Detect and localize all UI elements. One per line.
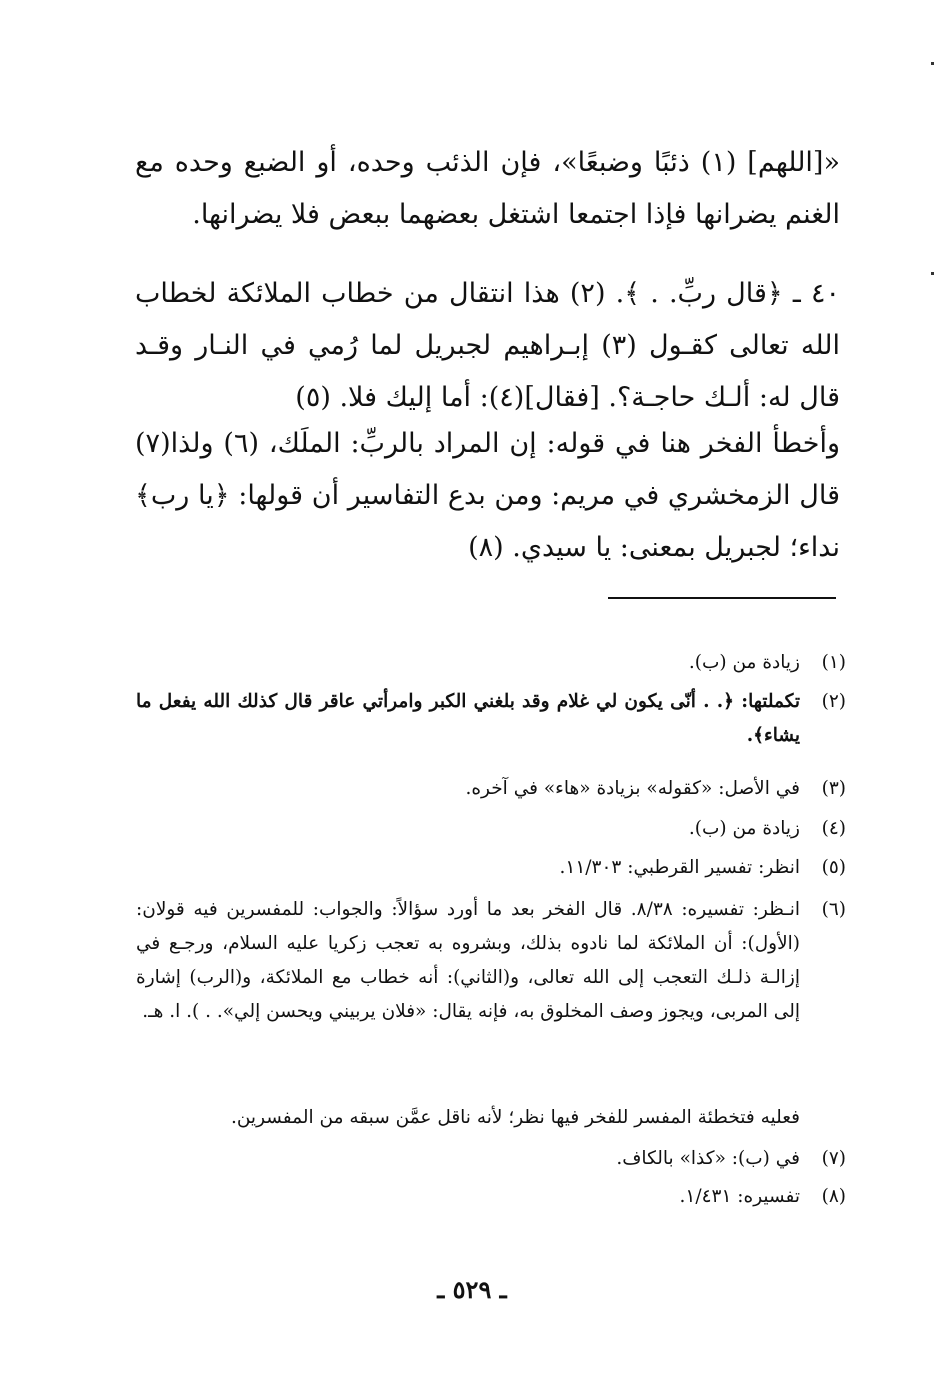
- footnote-1: [136, 646, 846, 680]
- footnote-number: (٨): [821, 1186, 846, 1207]
- paragraph-1: «[اللهم] (١) ذئبًا وضبعًا»، فإن الذئب وحده، أو الضبع وحده مع الغنم يضرانها فإذا اجتمعا اشتغل بعضهما ببعض فلا يضرانها.: [135, 147, 840, 230]
- footnote-8: [136, 1180, 846, 1214]
- footnote-text: انظر: تفسير القرطبي: ١١/٣٠٣.: [559, 857, 800, 878]
- footnote-text: في (ب): «كذا» بالكاف.: [616, 1148, 800, 1169]
- footnote-number: (٤): [821, 818, 846, 839]
- footnote-number: (٣): [821, 778, 846, 799]
- footnote-number: (٧): [821, 1148, 846, 1169]
- footnote-text: في الأصل: «كقوله» بزيادة «هاء» في آخره.: [465, 778, 800, 799]
- footnote-2: [136, 685, 846, 753]
- footnote-text: انـظر: تفسيره: ٨/٣٨. قال الفخر بعد ما أورد سؤالاً: والجواب: للمفسرين فيه قولان: (الأول): أن الملائكة لما نادوه بذلك، وبشروه به تعجب زكريا عليه السلام، ورجـع في إزالـة ذلـك التعجب إلى الله تعالى، و(الثاني): أنه خطاب مع الملائكة، و(الرب) إشارة إلى المربى، ويجوز وصف المخلوق به، فإنه يقال: «فلان يربيني ويحسن إلي». . ). ا. هـ.: [136, 899, 800, 1022]
- paragraph-2: ٤٠ ـ ﴿قال ربِّ. . ﴾. (٢) هذا انتقال من خطاب الملائكة لخطاب الله تعالى كقـول (٣) إبـراهيم لجبريل لما رُمي في النـار وقـد قال له: ألـك حاجـة؟. [فقال](٤): أما إليك فلا. (٥): [135, 278, 840, 413]
- paragraph-3: وأخطأ الفخر هنا في قوله: إن المراد بالربِّ: الملَك، (٦) ولذا(٧) قال الزمخشري في مريم: ومن بدع التفاسير أن قولها: ﴿يا رب﴾ نداء؛ لجبريل بمعنى: يا سيدي. (٨): [135, 428, 840, 563]
- footnote-text: تكملتها: ﴿. . أنّى يكون لي غلام وقد بلغني الكبر وامرأتي عاقر قال كذلك الله يفعل ما يشاء﴾.: [136, 691, 800, 746]
- footnote-3: [136, 772, 846, 806]
- footnote-text: زيادة من (ب).: [688, 818, 800, 839]
- footnote-5: [136, 851, 846, 885]
- footnote-text: تفسيره: ١/٤٣١.: [679, 1186, 800, 1207]
- page-number: ـ ٥٢٩ ـ: [437, 1275, 507, 1304]
- footnote-number: (٥): [821, 857, 846, 878]
- footnote-number: (١): [821, 652, 846, 673]
- footnote-number: (٢): [821, 691, 846, 712]
- footnote-text: زيادة من (ب).: [688, 652, 800, 673]
- footnote-4: [136, 812, 846, 846]
- footnote-separator: [608, 597, 836, 599]
- scan-edge-mark: [931, 62, 934, 65]
- footnote-number: (٦): [821, 899, 846, 920]
- footnote-6: [136, 893, 846, 1029]
- footnote-7: [136, 1142, 846, 1176]
- footnote-6-continuation: فعليه فتخطئة المفسر للفخر فيها نظر؛ لأنه ناقل عمَّن سبقه من المفسرين.: [230, 1107, 800, 1128]
- scan-edge-mark: [931, 272, 934, 275]
